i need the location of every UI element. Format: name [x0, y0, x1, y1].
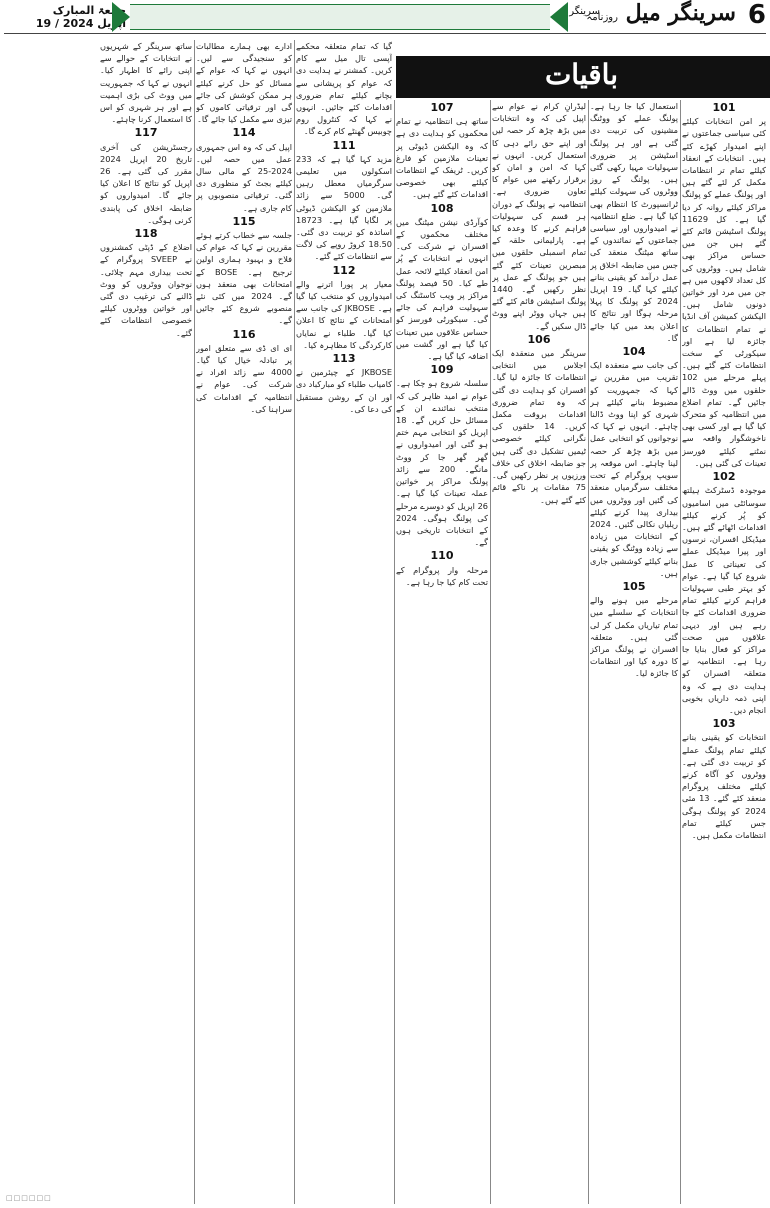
story-text: مرحلے میں ہونے والے انتخابات کے سلسلے میں تمام تیاریاں مکمل کر لی گئی ہیں۔ متعلقہ افسران نے پولنگ مراکز کا دورہ کیا اور انتظامات کا جائزہ لیا۔ [590, 595, 678, 679]
story-number: 111 [332, 138, 356, 152]
story-number: 106 [527, 332, 551, 346]
story-text: ادارے بھی ہمارے مطالبات کو سنجیدگی سے لیں۔ انہوں نے کہا کہ عوام کے مسائل کو حل کرنے کیلئے ہر ممکن کوشش کی جائے گی اور ترقیاتی کاموں کو تیزی سے مکمل کیا جائے گا۔ [196, 41, 292, 125]
column-divider [294, 40, 295, 1204]
story-text: پر امن انتخابات کیلئے کئی سیاسی جماعتوں نے اپنے امیدوار کھڑے کئے ہیں۔ انتخابات کے انعقاد کیلئے تمام تر انتظامات مکمل کر لئے گئے ہیں اور پولنگ عملے کو پولنگ مراکز کیلئے روانہ کر دیا گیا ہے۔ کل 11629 پولنگ اسٹیشن قائم کئے گئے ہیں جن میں حساس مراکز بھی شامل ہیں۔ ووٹروں کی کل تعداد لاکھوں میں ہے جن میں مرد اور خواتین دونوں شامل ہیں۔ الیکشن کمیشن آف انڈیا نے تمام انتظامات کا جائزہ لیا ہے اور سیکورٹی کے سخت انتظامات کئے گئے ہیں۔ پہلے مرحلے میں 102 حلقوں میں ووٹ ڈالے جائیں گے۔ تمام اضلاع میں انتظامیہ کو متحرک کیا گیا ہے اور کسی بھی ناخوشگوار واقعہ سے نمٹنے کیلئے فورسز تعینات کی گئی ہیں۔ [682, 116, 766, 468]
story-number: 101 [712, 101, 736, 114]
article-column [682, 100, 766, 1204]
page-header [0, 0, 770, 34]
story-text: لیڈرانِ کرام نے عوام سے اپیل کی کہ وہ انتخابات میں بڑھ چڑھ کر حصہ لیں اور اپنے حق رائے دہی کا استعمال کریں۔ انہوں نے کہا کہ امن و امان کو برقرار رکھنے میں عوام کا تعاون ضروری ہے۔ انتظامیہ نے پولنگ کے دوران ہر قسم کی سہولیات فراہم کرنے کا وعدہ کیا ہے۔ پارلیمانی حلقہ کے تمام اسمبلی حلقوں میں مبصرین تعینات کئے گئے ہیں جو پولنگ کے عمل پر نظر رکھیں گے۔ 1440 پولنگ اسٹیشن قائم کئے گئے ہیں جہاں ووٹر اپنے ووٹ ڈال سکیں گے۔ [492, 101, 586, 331]
story-text: معیار پر پورا اترنے والے امیدواروں کو منتخب کیا گیا ہے۔ JKBOSE کی جانب سے امتحانات کے نتائج کا اعلان کیا گیا۔ طلباء نے نمایاں کارکردگی کا مظاہرہ کیا۔ [296, 278, 392, 350]
story-number: 112 [332, 263, 356, 277]
story-text: ساتھ ہی انتظامیہ نے تمام محکموں کو ہدایت دی ہے کہ وہ الیکشن ڈیوٹی پر تعینات ملازمین کو فارغ کریں۔ ٹریفک کے انتظامات کیلئے بھی خصوصی اقدامات کئے گئے ہیں۔ [396, 116, 488, 200]
page-number: 6 [747, 0, 766, 30]
article-column [590, 100, 678, 1204]
story-text: رجسٹریشن کی آخری تاریخ 20 اپریل 2024 مقرر کی گئی ہے۔ 26 اپریل کو نتائج کا اعلان کیا جائے گا۔ امیدواروں کو ضابطہ اخلاق کی پابندی کرنی ہوگی۔ [100, 141, 192, 225]
column-divider [588, 100, 589, 1204]
story-number: 113 [332, 352, 356, 366]
story-number: 118 [134, 227, 158, 241]
article-column [296, 40, 392, 1204]
story-number: 110 [430, 549, 454, 563]
story-text: کی جانب سے منعقدہ ایک تقریب میں مقررین نے کہا کہ جمہوریت کو مضبوط بنانے کیلئے ہر شہری کو اپنا ووٹ ڈالنا چاہئے۔ انہوں نے کہا کہ نوجوانوں کو انتخابی عمل میں بڑھ چڑھ کر حصہ لینا چاہئے۔ اس موقعہ پر سویپ پروگرام کے تحت مختلف سرگرمیاں منعقد کی گئیں اور ووٹروں میں بیداری پیدا کرنے کیلئے ریلیاں نکالی گئیں۔ 2024 کے انتخابات میں زیادہ سے زیادہ ووٹنگ کو یقینی بنانے کیلئے کوششیں جاری ہیں۔ [590, 360, 678, 578]
header-arrow-right [550, 2, 568, 32]
article-column [492, 100, 586, 1204]
story-text: انتخابات کو یقینی بنانے کیلئے تمام پولنگ عملے کو تربیت دی گئی ہے۔ ووٹروں کو آگاہ کرنے کیلئے مختلف پروگرام منعقد کئے گئے۔ 13 مئی 2024 کو پولنگ ہوگی جس کیلئے تمام انتظامات مکمل ہیں۔ [682, 732, 766, 840]
story-text: سلسلہ شروع ہو چکا ہے۔ عوام نے امید ظاہر کی کہ منتخب نمائندے ان کے مسائل حل کریں گے۔ 18 اپریل کو انتخابی مہم ختم ہو گئی اور امیدواروں نے گھر گھر جا کر ووٹ مانگے۔ 200 سے زائد پولنگ مراکز پر خواتین عملہ تعینات کیا گیا ہے۔ 26 اپریل کو دوسرے مرحلے کی پولنگ ہوگی۔ 2024 کے انتخابات تاریخی ہوں گے۔ [396, 378, 488, 548]
article-column [396, 100, 488, 1204]
header-rule [4, 33, 766, 34]
story-text: جلسہ سے خطاب کرتے ہوئے مقررین نے کہا کہ عوام کی فلاح و بہبود ہماری اولین ترجیح ہے۔ BOSE کے امتحانات بھی منعقد ہوں گے۔ 2024 میں کئی نئے منصوبے شروع کئے جائیں گے۔ [196, 230, 292, 326]
footer-mark: □□□□□□ [6, 1194, 52, 1202]
story-number: 102 [712, 470, 736, 484]
story-text: کوآرڈی نیشن میٹنگ میں مختلف محکموں کے افسران نے شرکت کی۔ انہوں نے انتخابات کے پُر امن انعقاد کیلئے لائحہ عمل طے کیا۔ 50 فیصد پولنگ مراکز پر ویب کاسٹنگ کی سہولیت فراہم کی جائے گی۔ سیکورٹی فورسز کو حساس علاقوں میں تعینات کیا گیا ہے اور گشت میں اضافہ کیا گیا ہے۔ [396, 216, 488, 362]
story-number: 114 [232, 126, 256, 140]
story-number: 115 [232, 214, 256, 228]
paper-title-text: سرینگر میل [625, 0, 736, 26]
story-text: سرینگر میں منعقدہ ایک اجلاس میں انتخابی انتظامات کا جائزہ لیا گیا۔ افسران کو ہدایت دی گئی کہ وہ تمام ضروری اقدامات بروقت مکمل کریں۔ 14 حلقوں کی نگرانی کیلئے خصوصی ٹیمیں تشکیل دی گئی ہیں جو ضابطہ اخلاق کی خلاف ورزیوں پر نظر رکھیں گی۔ 75 مقامات پر ناکے قائم کئے گئے ہیں۔ [492, 348, 586, 505]
story-text: گیا کہ تمام متعلقہ محکمے آپسی تال میل سے کام کریں۔ کمشنر نے ہدایت دی کہ عوام کو پریشانی سے بچانے کیلئے تمام ضروری اقدامات کئے جائیں۔ انہوں نے کہا کہ کنٹرول روم چوبیس گھنٹے کام کرے گا۔ [296, 41, 392, 137]
story-text: موجودہ ڈسٹرکٹ ہیلتھ سوسائٹی میں اسامیوں کو پُر کرنے کیلئے اقدامات اٹھائے گئے ہیں۔ میڈیکل افسران، نرسوں اور پیرا میڈیکل عملے کی تعیناتی کا عمل شروع کیا گیا ہے۔ عوام کو بہتر طبی سہولیات فراہم کرنے کیلئے تمام ضروری اقدامات کئے جا رہے ہیں اور دیہی علاقوں میں صحت مراکز کو فعال بنایا جا رہا ہے۔ انتظامیہ نے متعلقہ افسران کو ہدایت دی ہے کہ وہ اپنی ذمہ داریاں بخوبی انجام دیں۔ [682, 485, 766, 715]
story-number: 108 [430, 201, 454, 215]
story-text: ای ای ڈی سے متعلق امور پر تبادلہ خیال کیا گیا۔ 4000 سے زائد افراد نے شرکت کی۔ عوام نے انتظامیہ کے اقدامات کی سراہنا کی۔ [196, 342, 292, 414]
header-stripe [130, 4, 550, 30]
story-text: مرحلہ وار پروگرام کے تحت کام کیا جا رہا ہے۔ [396, 564, 488, 587]
story-number: 117 [134, 126, 158, 140]
story-text: اضلاع کے ڈپٹی کمشنروں نے SVEEP پروگرام کے تحت بیداری مہم چلائی۔ نوجوان ووٹروں کو ووٹ ڈالنے کی ترغیب دی گئی اور خواتین ووٹروں کیلئے خصوصی انتظامات کئے گئے۔ [100, 242, 192, 338]
column-divider [194, 40, 195, 1204]
story-number: 105 [622, 579, 646, 593]
article-column [100, 40, 192, 1204]
article-column [196, 40, 292, 1204]
section-banner [396, 56, 770, 98]
column-divider [680, 100, 681, 1204]
story-number: 116 [232, 327, 256, 341]
story-number: 104 [622, 345, 646, 359]
story-text: استعمال کیا جا رہا ہے۔ پولنگ عملے کو ووٹنگ مشینوں کی تربیت دی گئی ہے اور ہر پولنگ اسٹیشن پر ضروری سہولیات مہیا رکھی گئی ہیں۔ پولنگ کے روز ووٹروں کی سہولت کیلئے ٹرانسپورٹ کا انتظام بھی کیا گیا ہے۔ ضلع انتظامیہ نے امیدواروں اور سیاسی جماعتوں کے نمائندوں کے ساتھ میٹنگ منعقد کی جس میں ضابطہ اخلاق پر عمل درآمد کو یقینی بنانے کیلئے کہا گیا۔ 19 اپریل 2024 کو پولنگ کا پہلا مرحلہ ہوگا اور نتائج کا اعلان بعد میں کیا جائے گا۔ [590, 101, 678, 343]
story-text: ساتھ سرینگر کے شہریوں نے انتخابات کے حوالے سے اپنی رائے کا اظہار کیا۔ انہوں نے کہا کہ جمہوریت میں ووٹ کی بڑی اہمیت ہے اور ہر شہری کو اس کا استعمال کرنا چاہئے۔ [100, 41, 192, 125]
story-number: 107 [430, 101, 454, 114]
column-divider [490, 100, 491, 1204]
story-text: اپیل کی کہ وہ اس جمہوری عمل میں حصہ لیں۔ 2024-25 کے مالی سال کیلئے بجٹ کو منظوری دی گئی۔ ترقیاتی منصوبوں پر کام جاری ہے۔ [196, 141, 292, 213]
issue-date: 19 / اپریل 2024 [35, 17, 126, 30]
paper-city: سرینگر [569, 6, 600, 17]
issue-day: جمعۃ المبارک [52, 4, 126, 17]
paper-prefix: روزنامہ [586, 12, 618, 23]
story-number: 103 [712, 717, 736, 731]
issue-date-box [8, 4, 126, 30]
section-title: باقیات [544, 58, 618, 91]
story-number: 109 [430, 363, 454, 377]
paper-name [586, 0, 736, 26]
column-divider [394, 100, 395, 1204]
story-text: JKBOSE کے چیئرمین نے کامیاب طلباء کو مبارکباد دی اور ان کے روشن مستقبل کی دعا کی۔ [296, 367, 392, 414]
header-arrow-left [112, 2, 130, 32]
story-text: مزید کہا گیا ہے کہ 233 اسکولوں میں تعلیمی سرگرمیاں معطل رہیں گی۔ 5000 سے زائد ملازمین کو الیکشن ڈیوٹی پر لگایا گیا ہے۔ 18723 اساتذہ کو تربیت دی گئی۔ 18.50 کروڑ روپے کی لاگت سے انتظامات کئے گئے۔ [296, 153, 392, 262]
